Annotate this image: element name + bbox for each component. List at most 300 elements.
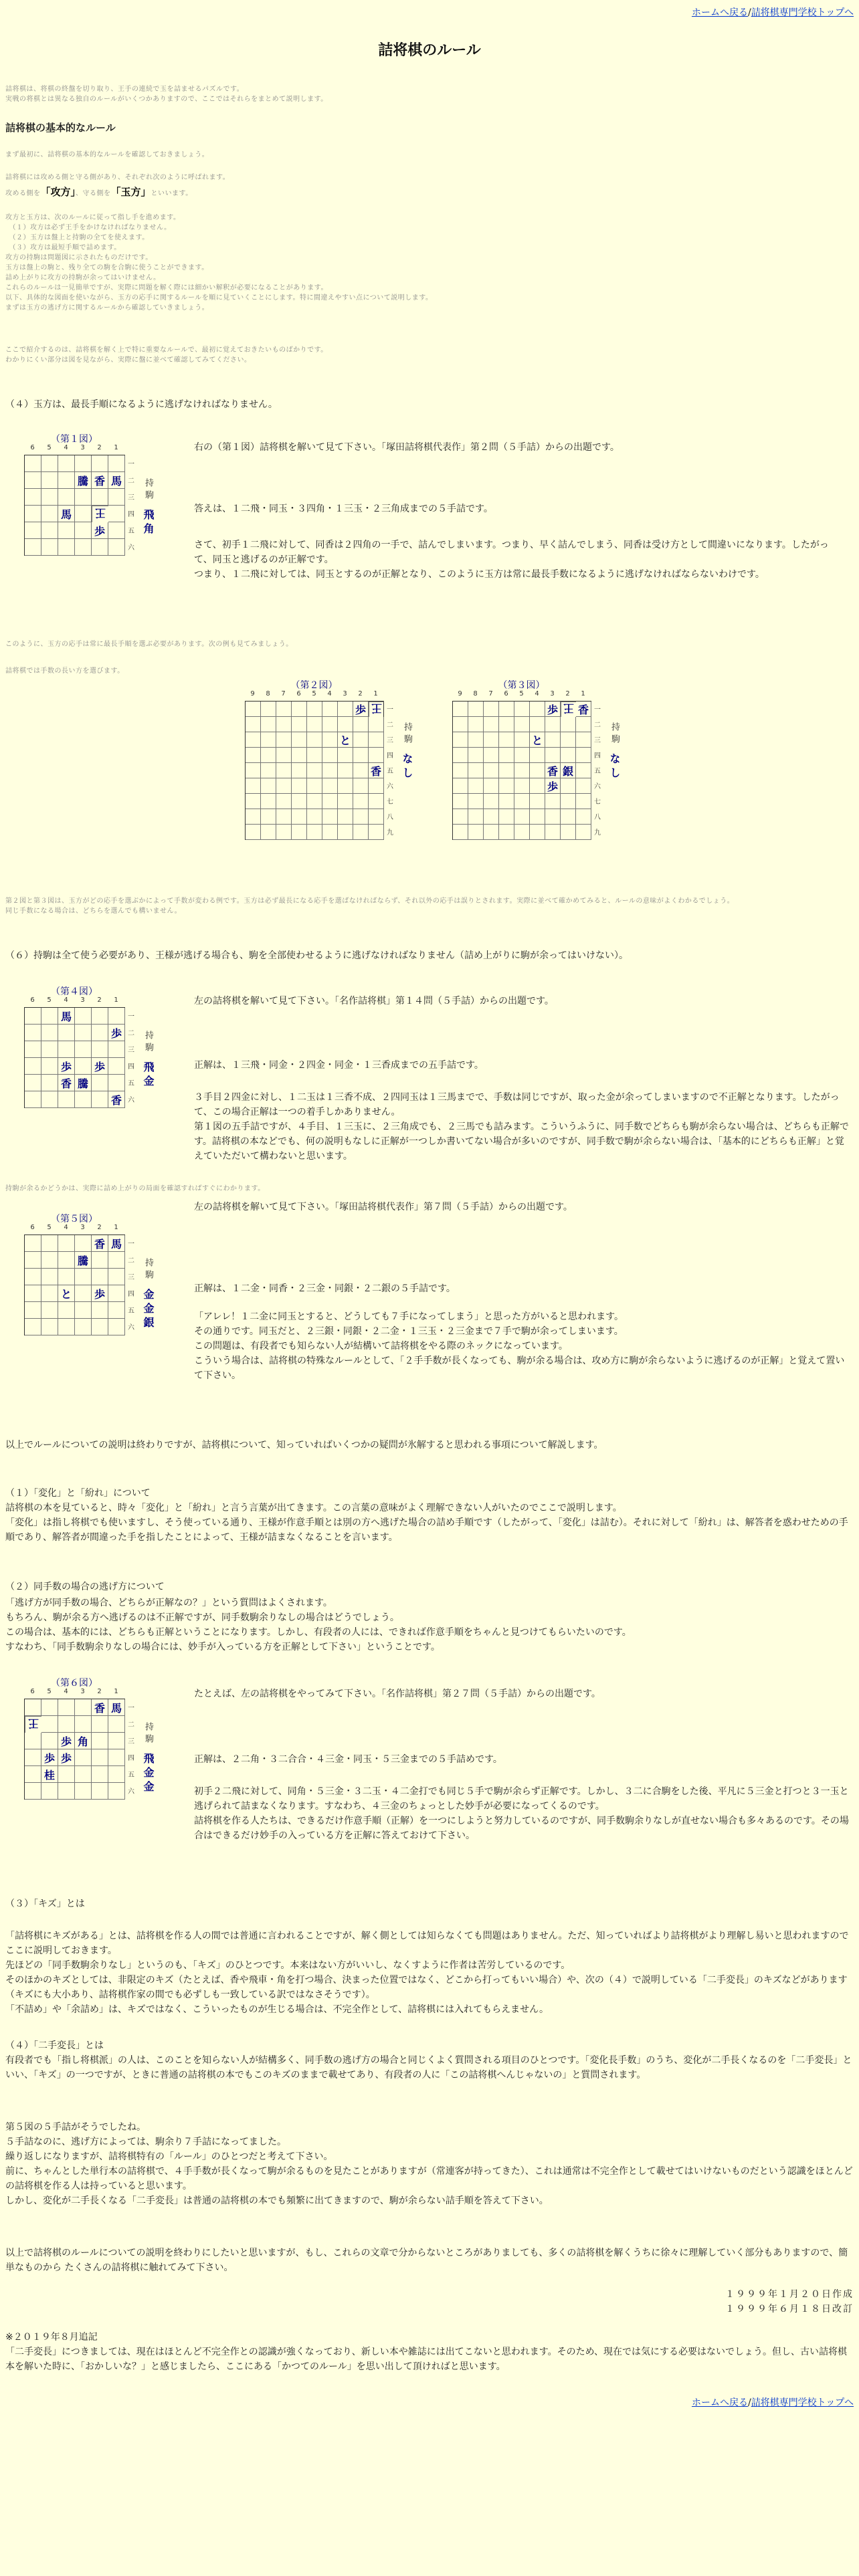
board-square xyxy=(545,809,561,825)
board-square xyxy=(41,539,58,556)
board-square xyxy=(353,748,369,763)
mid-text: このように、玉方の応手は常に最長手順を選ぶ必要があります。次の例も見てみましょう。 詰将棋では手数の長い方を選びます。 xyxy=(5,641,293,675)
board-square xyxy=(530,748,545,763)
figure-1-explanation: さて、初手１二飛に対して、同香は２四角の一手で、詰んでしまいます。つまり、早く詰んでしまう、同香は受け方として間違いになります。したがって、同玉と逃げるのが正解です。 つまり、１二飛に対しては、同玉とするのが正解となり、このように玉方は常に最長手数になるように逃げなければならないわけです。 xyxy=(194,540,829,580)
column-label: 2 xyxy=(97,1688,102,1695)
board-square xyxy=(75,539,92,556)
board-square xyxy=(75,1041,92,1058)
row-labels xyxy=(128,455,134,555)
board-square xyxy=(484,717,499,732)
board-square xyxy=(25,1766,41,1783)
intro-text: 詰将棋は、将棋の終盤を切り取り、王手の連続で玉を詰ませるパズルです。 実戦の将棋とは異なる独自のルールがいくつかありますので、ここではそれらをまとめて説明します。 xyxy=(5,86,328,103)
board-square xyxy=(514,702,530,717)
board-square xyxy=(25,1235,41,1252)
board-square xyxy=(108,1783,125,1800)
board-square xyxy=(25,1025,41,1041)
sides-suffix: といいます。 xyxy=(151,190,193,197)
column-labels xyxy=(24,1688,124,1695)
board-square xyxy=(468,717,484,732)
board-caption: （第４図） xyxy=(51,986,98,997)
board-caption: （第１図） xyxy=(51,434,98,445)
row-label: 二 xyxy=(128,1257,134,1265)
board-square xyxy=(261,717,276,732)
board-grid xyxy=(452,701,591,840)
column-label: 3 xyxy=(343,690,347,697)
board-square xyxy=(41,1041,58,1058)
note-body: 「二手変長」につきましては、現在はほとんど不完全作との認識が強くなっており、新しい本や雑誌には出てこないと思われます。そのため、現在では気にする必要はないでしょう。但し、古い詰将棋本を解いた時に、「おかしいな？」と感じましたら、ここにある「かつてのルール」を思い出して頂ければと思います。 xyxy=(5,2347,848,2372)
board-piece: 馬 xyxy=(108,1699,125,1716)
board-caption: （第６図） xyxy=(51,1678,98,1689)
column-label: 1 xyxy=(114,1224,118,1231)
board-piece: 香 xyxy=(576,702,591,717)
board-square xyxy=(75,1008,92,1025)
basic-rules-heading: 詰将棋の基本的なルール xyxy=(5,122,116,134)
board-square xyxy=(307,763,322,778)
board-square xyxy=(75,1091,92,1108)
board-square xyxy=(484,702,499,717)
board-square xyxy=(261,825,276,840)
board-square xyxy=(276,763,292,778)
row-label: 五 xyxy=(128,1307,134,1315)
board-square xyxy=(468,825,484,840)
board-square xyxy=(499,825,514,840)
board-square xyxy=(92,1075,108,1091)
board-square xyxy=(261,763,276,778)
row-label: 一 xyxy=(128,1013,134,1021)
board-square xyxy=(276,717,292,732)
board-grid xyxy=(24,1007,125,1108)
board-square xyxy=(576,748,591,763)
column-label: 1 xyxy=(373,690,378,697)
q1-heading: （１）「変化」と「紛れ」について xyxy=(5,1488,151,1499)
home-link-bottom[interactable]: ホームへ戻る xyxy=(691,2397,748,2408)
row-label: 八 xyxy=(387,814,393,821)
column-label: 3 xyxy=(550,690,555,697)
row-label: 二 xyxy=(594,722,601,729)
board-square xyxy=(75,1716,92,1733)
row-labels xyxy=(128,1699,134,1799)
board-square xyxy=(292,748,307,763)
board-square xyxy=(545,732,561,748)
board-square xyxy=(92,455,108,472)
board-square xyxy=(307,748,322,763)
column-label: 8 xyxy=(266,690,270,697)
board-piece: 歩 xyxy=(108,1025,125,1041)
board-square xyxy=(75,1269,92,1285)
board-square xyxy=(338,794,353,809)
board-square xyxy=(276,732,292,748)
board-caption: （第３図） xyxy=(498,680,545,691)
figure-6-explanation: 初手２二飛に対して、同角・５三金・３二玉・４二金打でも同じ５手で駒が余らず正解です。しかし、３二に合駒をした後、平凡に５三金と打つと３一玉と逃げられて詰まなくなります。すなわち、４三金のちょっとした妙手が必要になってくるのです。 詰将棋を作る人たちは、できるだけ作意手順（正解）を一つにしようと努力しているのですが、同手数駒余りなしが直せない場合も多々あるのです。その場合はできるだけ妙手の入っている方を正解に答えておけて下さい。 xyxy=(194,1786,849,1841)
board-square xyxy=(108,1766,125,1783)
q4-heading: （４）「二手変長」とは xyxy=(5,2040,104,2051)
after-figures-text: 第２図と第３図は、玉方がどの応手を選ぶかによって手数が変わる例です。玉方は必ず最長になる応手を選ばなければならず、それ以外の応手は誤りとされます。実際に並べて確かめてみると、ルールの意味がよくわかるでしょう。 同じ手数になる場合は、どちらを選んでも構いません。 xyxy=(5,897,735,915)
board-square xyxy=(108,1285,125,1302)
board-square xyxy=(353,825,369,840)
figure-5-description: 左の詰将棋を解いて見て下さい。「塚田詰将棋代表作」第７問（５手詰）からの出題です。 xyxy=(194,1202,573,1212)
board-piece: 騰 xyxy=(75,472,92,489)
row-label: 一 xyxy=(128,461,134,468)
figure-4-answer: 正解は、１三飛・同金・２四金・同金・１三香成までの五手詰です。 xyxy=(194,1060,484,1071)
row-label: 八 xyxy=(594,814,601,821)
board-square xyxy=(514,809,530,825)
row-label: 四 xyxy=(387,752,393,760)
column-labels xyxy=(24,1224,124,1231)
column-label: 2 xyxy=(565,690,570,697)
board-square xyxy=(576,794,591,809)
board-square xyxy=(292,717,307,732)
board-square xyxy=(58,522,75,539)
board-piece: 香 xyxy=(108,1091,125,1108)
board-square xyxy=(92,1783,108,1800)
board-piece: と xyxy=(338,732,353,748)
board-square xyxy=(292,763,307,778)
row-label: 七 xyxy=(387,798,393,806)
row-label: 三 xyxy=(594,737,601,744)
board-piece: 香 xyxy=(369,763,384,778)
board-square xyxy=(58,1269,75,1285)
board-square xyxy=(276,809,292,825)
row-label: 四 xyxy=(128,511,134,518)
board-piece: 香 xyxy=(92,1235,108,1252)
board-square xyxy=(468,809,484,825)
pieces-in-hand-value: 飛金金 xyxy=(142,1752,155,1795)
board-square xyxy=(530,717,545,732)
board-square xyxy=(338,809,353,825)
column-label: 3 xyxy=(80,1688,85,1695)
board-square xyxy=(92,1091,108,1108)
column-label: 6 xyxy=(30,1224,35,1231)
pieces-in-hand-label: 持駒 xyxy=(143,478,153,502)
row-label: 三 xyxy=(387,737,393,744)
row-label: 六 xyxy=(128,544,134,552)
board-square xyxy=(353,732,369,748)
home-link[interactable]: ホームへ戻る xyxy=(691,7,748,18)
board-square xyxy=(338,825,353,840)
row-label: 三 xyxy=(128,1274,134,1281)
figure-5-lead: 持駒が余るかどうかは、実際に詰め上がりの局面を確認すればすぐにわかります。 xyxy=(5,1185,265,1192)
board-square xyxy=(108,1733,125,1749)
board-square xyxy=(322,748,338,763)
column-label: 9 xyxy=(458,690,462,697)
board-square xyxy=(246,794,261,809)
row-label: 三 xyxy=(128,494,134,502)
column-labels xyxy=(24,996,124,1004)
board-square xyxy=(514,732,530,748)
board-square xyxy=(276,794,292,809)
board-square xyxy=(561,809,576,825)
board-square xyxy=(276,825,292,840)
sides-prefix: 攻める側を xyxy=(5,190,41,197)
row-label: 五 xyxy=(128,1772,134,1779)
board-square xyxy=(25,455,41,472)
sides-line xyxy=(5,185,193,199)
board-piece: 馬 xyxy=(108,1235,125,1252)
board-square xyxy=(92,1749,108,1766)
board-square xyxy=(468,702,484,717)
board-square xyxy=(246,763,261,778)
rule-6-heading: （６）持駒は全て使う必要があり、王様が逃げる場合も、駒を全部使わせるように逃げなければなりません（詰め上がりに駒が余ってはいけない）。 xyxy=(5,950,628,961)
board-piece: 馬 xyxy=(58,506,75,522)
board-square xyxy=(25,1319,41,1335)
board-square xyxy=(41,1091,58,1108)
row-label: 六 xyxy=(387,783,393,790)
figure-6-description: たとえば、左の詰将棋をやってみて下さい。「名作詰将棋」第２７問（５手詰）からの出題です。 xyxy=(194,1689,601,1699)
board-square xyxy=(58,539,75,556)
column-label: 4 xyxy=(535,690,539,697)
board-square xyxy=(530,825,545,840)
board-square xyxy=(307,794,322,809)
board-square xyxy=(499,778,514,794)
board-square xyxy=(108,1041,125,1058)
column-labels xyxy=(452,690,591,697)
board-square xyxy=(369,794,384,809)
board-piece: 角 xyxy=(75,1733,92,1749)
board-square xyxy=(92,489,108,506)
rule-4-heading: （４）玉方は、最長手順になるように逃げなければなりません。 xyxy=(5,399,278,410)
board-square xyxy=(75,1749,92,1766)
board-square xyxy=(484,763,499,778)
board-square xyxy=(353,717,369,732)
board-piece: 歩 xyxy=(58,1749,75,1766)
board-square xyxy=(108,506,125,522)
board-square xyxy=(353,809,369,825)
row-label: 五 xyxy=(594,768,601,775)
figure-1-answer: 答えは、１二飛・同玉・３四角・１三玉・２三角成までの５手詰です。 xyxy=(194,504,493,514)
board-square xyxy=(92,1025,108,1041)
board-square xyxy=(292,809,307,825)
pieces-in-hand-value: なし xyxy=(401,752,413,781)
row-label: 六 xyxy=(594,783,601,790)
board-square xyxy=(75,1302,92,1319)
row-label: 一 xyxy=(387,706,393,714)
column-label: 1 xyxy=(581,690,585,697)
board-square xyxy=(108,1269,125,1285)
board-square xyxy=(453,809,468,825)
pieces-in-hand-label: 持駒 xyxy=(143,1258,153,1282)
board-square xyxy=(41,1302,58,1319)
q4-body-2: 第５図の５手詰がそうでしたね。 ５手詰なのに、逃げ方によっては、駒余り７手詰になってました。 繰り返しになりますが、詰将棋特有の「ルール」のひとつだと考えて下さい。 前に、ちゃんとした単行本の詰将棋で、４手手数が長くなって駒が余るものを見たことがありますが（常連客が持ってきた）、これは通常は不完全作として載せてはいけないものだという認識をほとんどの詰将棋を作る人は持っていると思います。 しかし、変化が二手長くなる「二手変長」は普通の詰将棋の本でも頻繁に出てきますので、駒が余らない詰手順を答えて下さい。 xyxy=(5,2122,853,2206)
q3-heading: （３）「キズ」とは xyxy=(5,1899,85,1909)
board-square xyxy=(484,748,499,763)
attack-side-term: 「攻方」 xyxy=(40,186,76,198)
row-labels xyxy=(128,1235,134,1335)
board-square xyxy=(108,1749,125,1766)
board-square xyxy=(25,1699,41,1716)
figure-6-answer: 正解は、２二角・３二合合・４三金・同玉・５三金までの５手詰めです。 xyxy=(194,1754,502,1765)
board-square xyxy=(514,825,530,840)
board-square xyxy=(576,732,591,748)
board-grid xyxy=(24,1235,125,1335)
board-square xyxy=(58,1041,75,1058)
board-square xyxy=(25,472,41,489)
column-label: 6 xyxy=(504,690,508,697)
row-label: 四 xyxy=(128,1291,134,1298)
board-square xyxy=(25,1091,41,1108)
board-square xyxy=(25,506,41,522)
board-piece: 歩 xyxy=(92,522,108,539)
school-top-link[interactable]: 詰将棋専門学校トップへ xyxy=(751,7,854,18)
column-label: 4 xyxy=(64,1688,68,1695)
board-square xyxy=(369,748,384,763)
board-square xyxy=(58,472,75,489)
row-label: 二 xyxy=(128,1721,134,1729)
column-label: 4 xyxy=(64,996,68,1004)
column-label: 2 xyxy=(97,996,102,1004)
pieces-in-hand-label: 持駒 xyxy=(609,722,619,746)
board-square xyxy=(246,717,261,732)
board-square xyxy=(75,506,92,522)
board-square xyxy=(25,1269,41,1285)
board-grid xyxy=(24,455,125,556)
board-square xyxy=(108,1075,125,1091)
board-square xyxy=(499,702,514,717)
board-square xyxy=(25,522,41,539)
pieces-in-hand xyxy=(140,1258,156,1331)
board-square xyxy=(545,794,561,809)
sides-mid: 、守る側を xyxy=(76,190,111,197)
row-label: 一 xyxy=(594,706,601,714)
board-square xyxy=(58,1235,75,1252)
q2-heading: （２）同手数の場合の逃げ方について xyxy=(5,1582,165,1592)
board-square xyxy=(468,748,484,763)
q3-body: 「詰将棋にキズがある」とは、詰将棋を作る人の間では普通に言われることですが、解く側としては知らなくても問題はありません。ただ、知っていればより詰将棋がより理解し易いと思われますのでここに説明しておきます。 先ほどの「同手数駒余りなし」というのも、「キズ」のひとつです。本来はない方がいいし、なくすように作者は苦労しているのです。 そのほかのキズとしては、非限定のキズ（たとえば、香や飛車・角を打つ場合、決まった位置ではなく、どこから打ってもいい場合）や、次の（４）で説明している「二手変長」のキズなどがあります（キズにも大小あり、詰将棋作家の間でも必ずしも一致している訳ではなさそうです）。 「不詰め」や「余詰め」は、キズではなく、こういったものが生じる場合は、不完全作として、詰将棋には入れてもらえません。 xyxy=(5,1931,849,2015)
board-piece: 香 xyxy=(92,1699,108,1716)
board-square xyxy=(530,809,545,825)
pieces-in-hand-label: 持駒 xyxy=(402,722,412,746)
board-square xyxy=(545,748,561,763)
row-label: 五 xyxy=(128,1080,134,1087)
row-label: 六 xyxy=(128,1788,134,1796)
board-square xyxy=(25,1285,41,1302)
q4-body: 有段者でも「指し将棋派」の人は、このことを知らない人が結構多く、同手数の逃げ方の場合と同じくよく質問される項目のひとつです。「変化長手数」のうち、変化が二手長くなるのを「二手変長」といい、「キズ」の一つですが、ときに普通の詰将棋の本でもこのキズのままで載せてあり、有段者の人に「この詰将棋へんじゃないの」と質問されます。 xyxy=(5,2055,852,2080)
board-square xyxy=(25,539,41,556)
board-square xyxy=(468,778,484,794)
board-square xyxy=(453,717,468,732)
board-square xyxy=(25,1041,41,1058)
board-square xyxy=(514,717,530,732)
bottom-nav xyxy=(692,2395,854,2409)
board-square xyxy=(25,1075,41,1091)
board-piece: 騰 xyxy=(75,1252,92,1269)
column-label: 4 xyxy=(327,690,332,697)
board-piece: と xyxy=(58,1285,75,1302)
board-square xyxy=(58,1025,75,1041)
summary-text: 以上でルールについての説明は終わりですが、詰将棋について、知っていればいくつかの疑問が氷解すると思われる事項について解説します。 xyxy=(5,1440,603,1451)
board-square xyxy=(276,702,292,717)
board-square xyxy=(75,1058,92,1075)
board-square xyxy=(58,1302,75,1319)
board-square xyxy=(108,455,125,472)
note-heading: ※２０１９年８月追記 xyxy=(5,2332,98,2343)
board-square xyxy=(58,489,75,506)
board-square xyxy=(514,763,530,778)
board-square xyxy=(453,825,468,840)
board-square xyxy=(25,1008,41,1025)
board-square xyxy=(108,539,125,556)
board-figure-2 xyxy=(241,678,455,872)
pieces-in-hand xyxy=(399,722,415,781)
row-label: 四 xyxy=(128,1755,134,1762)
board-square xyxy=(453,794,468,809)
board-piece: 歩 xyxy=(545,778,561,794)
row-label: 三 xyxy=(128,1738,134,1745)
board-square xyxy=(108,1008,125,1025)
dates: １９９９年１月２０日作成 １９９９年６月１８日改訂 xyxy=(725,2289,854,2315)
board-piece: 騰 xyxy=(75,1075,92,1091)
board-square xyxy=(108,522,125,539)
pieces-in-hand xyxy=(140,478,156,537)
column-label: 5 xyxy=(47,444,52,451)
board-square xyxy=(369,809,384,825)
board-square xyxy=(261,732,276,748)
board-square xyxy=(246,702,261,717)
board-square xyxy=(322,702,338,717)
board-square xyxy=(261,809,276,825)
pieces-in-hand xyxy=(140,1031,156,1089)
row-label: 五 xyxy=(387,768,393,775)
column-label: 3 xyxy=(80,996,85,1004)
board-piece: 歩 xyxy=(353,702,369,717)
column-label: 1 xyxy=(114,1688,118,1695)
board-square xyxy=(499,763,514,778)
row-label: 六 xyxy=(128,1097,134,1104)
board-square xyxy=(41,522,58,539)
basic-rules-text-1: まず最初に、詰将棋の基本的なルールを確認しておきましょう。 xyxy=(5,151,209,158)
basic-rules-text-2: 詰将棋には攻める側と守る側があり、それぞれ次のように呼ばれます。 xyxy=(5,174,230,181)
board-square xyxy=(41,1285,58,1302)
board-square xyxy=(58,1091,75,1108)
board-square xyxy=(484,794,499,809)
board-piece: 王 xyxy=(92,506,108,522)
board-figure-5 xyxy=(20,1212,187,1386)
board-square xyxy=(58,1699,75,1716)
pieces-in-hand-label: 持駒 xyxy=(143,1031,153,1055)
defend-side-term: 「玉方」 xyxy=(110,186,151,198)
column-label: 5 xyxy=(47,996,52,1004)
board-square xyxy=(41,1008,58,1025)
board-square xyxy=(261,794,276,809)
board-square xyxy=(353,763,369,778)
board-square xyxy=(545,717,561,732)
board-square xyxy=(561,778,576,794)
school-top-link-bottom[interactable]: 詰将棋専門学校トップへ xyxy=(751,2397,854,2408)
board-square xyxy=(530,778,545,794)
board-figure-6 xyxy=(20,1676,187,1850)
figure-4-description: 左の詰将棋を解いて見て下さい。「名作詰将棋」第１４問（５手詰）からの出題です。 xyxy=(194,996,554,1006)
board-piece: 王 xyxy=(369,702,384,717)
board-square xyxy=(41,1058,58,1075)
board-square xyxy=(369,717,384,732)
row-labels xyxy=(128,1007,134,1107)
board-square xyxy=(246,748,261,763)
board-square xyxy=(499,717,514,732)
board-square xyxy=(307,809,322,825)
board-square xyxy=(276,778,292,794)
board-square xyxy=(353,794,369,809)
board-square xyxy=(25,489,41,506)
board-square xyxy=(108,489,125,506)
board-square xyxy=(75,489,92,506)
board-square xyxy=(514,794,530,809)
board-square xyxy=(261,778,276,794)
board-square xyxy=(92,1269,108,1285)
row-label: 七 xyxy=(594,798,601,806)
board-square xyxy=(92,1766,108,1783)
board-square xyxy=(108,1252,125,1269)
board-square xyxy=(561,825,576,840)
board-square xyxy=(292,702,307,717)
